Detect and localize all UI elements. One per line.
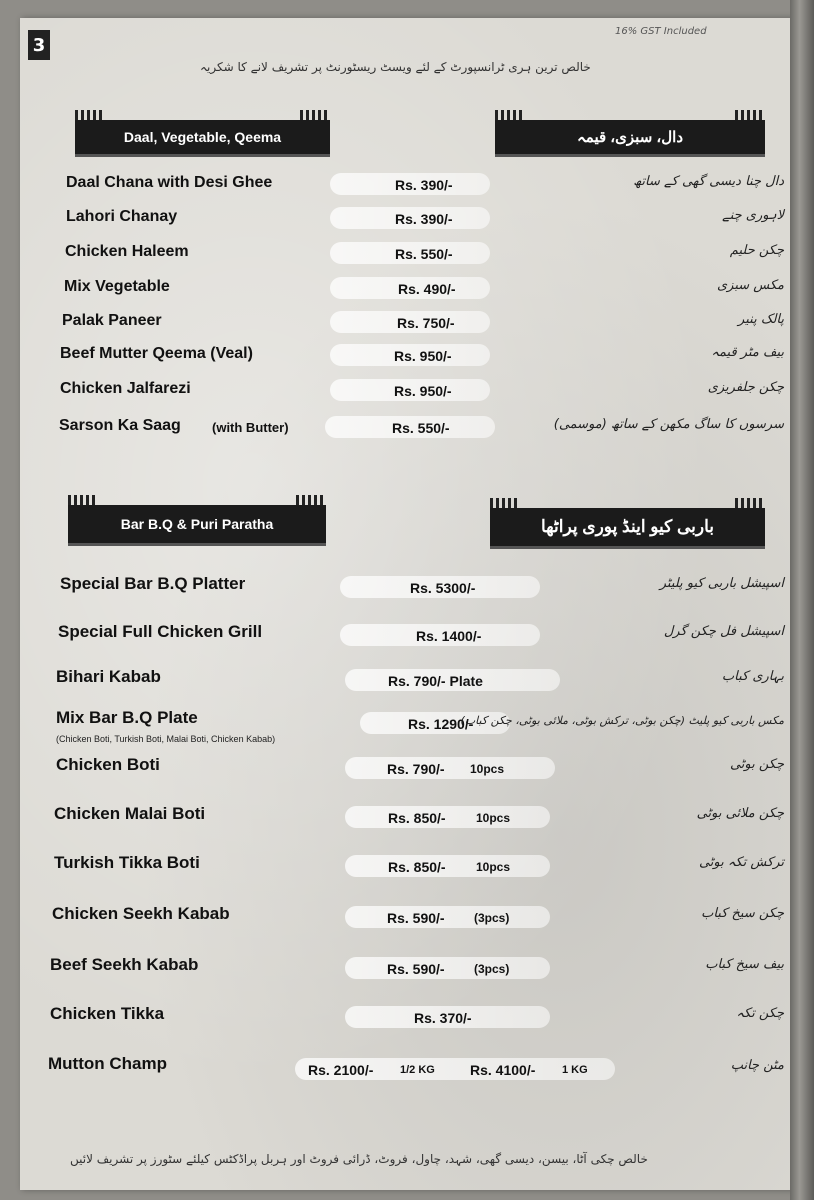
menu-item <box>0 572 814 602</box>
menu-item <box>0 376 814 406</box>
item-name-urdu: چکن جلفریزی <box>707 380 784 395</box>
menu-item <box>0 753 814 783</box>
item-name-urdu: بیف سیخ کباب <box>705 957 784 972</box>
menu-item <box>0 274 814 304</box>
item-qty: (3pcs) <box>474 962 510 976</box>
item-qty-2: 1 KG <box>562 1064 588 1076</box>
item-name-urdu: مکس سبزی <box>716 278 784 293</box>
item-name: Beef Mutter Qeema (Veal) <box>60 345 253 362</box>
item-price: Rs. 5300/- <box>410 580 476 596</box>
item-qty: 10pcs <box>476 811 511 825</box>
item-price: Rs. 550/- <box>395 246 453 262</box>
menu-item <box>0 1052 814 1082</box>
item-name-note: (with Butter) <box>212 420 289 435</box>
item-price: Rs. 1400/- <box>416 628 482 644</box>
menu-item <box>0 1002 814 1032</box>
item-name: Chicken Haleem <box>65 243 189 260</box>
menu-item <box>0 239 814 269</box>
item-name-urdu: اسپیشل باربی کیو پلیٹر <box>659 576 784 591</box>
item-name-urdu: چکن تکہ <box>736 1006 784 1021</box>
menu-item <box>0 204 814 234</box>
menu-item <box>0 341 814 371</box>
item-name: Beef Seekh Kabab <box>50 955 199 974</box>
item-price: Rs. 750/- <box>397 315 455 331</box>
item-name-urdu: مکس باربی کیو پلیٹ (چکن بوٹی، ترکش بوٹی، ملائی بوٹی، چکن کباب) <box>460 714 784 727</box>
price-pill <box>345 906 550 928</box>
item-name-urdu: مٹن چانپ <box>730 1058 784 1073</box>
item-name: Mix Bar B.Q Plate <box>56 708 198 727</box>
price-pill <box>345 757 555 779</box>
item-price: Rs. 390/- <box>395 177 453 193</box>
item-price: Rs. 590/- <box>387 961 445 977</box>
item-name-urdu: سرسوں کا ساگ مکھن کے ساتھ (موسمی) <box>553 417 784 432</box>
urdu-footer-text: خالص چکی آٹا، بیسن، دیسی گھی، شہد، چاول، فروٹ، ڈرائی فروٹ اور ہربل پراڈکٹس کیلئے سٹورز پر تشریف لائیں <box>70 1152 648 1166</box>
item-name: Chicken Boti <box>56 755 160 774</box>
item-price: Rs. 790/- <box>387 761 445 777</box>
item-name-urdu: لاہوری چنے <box>722 208 784 223</box>
menu-item <box>0 953 814 983</box>
menu-item <box>0 902 814 932</box>
section-banner-bbq-en: Bar B.Q & Puri Paratha <box>68 505 326 543</box>
item-price: Rs. 390/- <box>395 211 453 227</box>
item-price: Rs. 950/- <box>394 383 452 399</box>
menu-item <box>0 851 814 881</box>
item-name: Daal Chana with Desi Ghee <box>66 174 273 191</box>
gst-note: 16% GST Included <box>615 26 707 37</box>
item-name: Sarson Ka Saag <box>59 417 181 434</box>
urdu-header-text: خالص ترین ہری ٹرانسپورٹ کے لئے ویسٹ ریسٹورنٹ پر تشریف لانے کا شکریہ <box>200 60 591 74</box>
item-name-urdu: چکن حلیم <box>729 243 784 258</box>
price-pill <box>345 806 550 828</box>
item-name: Turkish Tikka Boti <box>54 853 200 872</box>
item-name-urdu: ترکش تکہ بوٹی <box>698 855 784 870</box>
item-name: Bihari Kabab <box>56 667 161 686</box>
price-pill <box>345 957 550 979</box>
item-name-urdu: پالک پنیر <box>738 312 784 327</box>
menu-item <box>0 308 814 338</box>
item-price: Rs. 590/- <box>387 910 445 926</box>
item-name: Chicken Jalfarezi <box>60 380 191 397</box>
item-name: Special Full Chicken Grill <box>58 622 263 641</box>
item-price: Rs. 550/- <box>392 420 450 436</box>
item-name-urdu: بہاری کباب <box>721 669 784 684</box>
item-name: Mutton Champ <box>48 1054 167 1073</box>
item-price: Rs. 370/- <box>414 1010 472 1026</box>
item-name: Mix Vegetable <box>64 278 170 295</box>
menu-item <box>0 706 814 750</box>
item-price: Rs. 790/- Plate <box>388 673 483 689</box>
section-banner-daal-ur: دال، سبزی، قیمہ <box>495 120 765 154</box>
menu-item <box>0 170 814 200</box>
item-price: Rs. 850/- <box>388 810 446 826</box>
item-qty: 10pcs <box>476 860 511 874</box>
item-price: Rs. 850/- <box>388 859 446 875</box>
item-name: Chicken Tikka <box>50 1004 165 1023</box>
page-number: 3 <box>28 30 50 60</box>
item-price: Rs. 950/- <box>394 348 452 364</box>
item-name-urdu: چکن سیخ کباب <box>701 906 784 921</box>
item-name-urdu: چکن ملائی بوٹی <box>696 806 784 821</box>
item-name: Palak Paneer <box>62 312 162 329</box>
price-pill <box>345 855 550 877</box>
menu-item <box>0 802 814 832</box>
item-qty: (3pcs) <box>474 911 510 925</box>
item-name: Chicken Malai Boti <box>54 804 206 823</box>
item-qty: 10pcs <box>470 762 505 776</box>
item-price: Rs. 2100/- <box>308 1062 374 1078</box>
item-qty: 1/2 KG <box>400 1064 435 1076</box>
item-name: Special Bar B.Q Platter <box>60 574 246 593</box>
item-name-urdu: اسپیشل فل چکن گرل <box>663 624 784 639</box>
menu-item <box>0 665 814 695</box>
item-name-urdu: بیف مٹر قیمہ <box>711 345 784 360</box>
item-price-2: Rs. 4100/- <box>470 1062 536 1078</box>
item-name-urdu: چکن بوٹی <box>729 757 784 772</box>
item-price: Rs. 1290/- <box>408 716 474 732</box>
item-name: Lahori Chanay <box>66 208 178 225</box>
item-price: Rs. 490/- <box>398 281 456 297</box>
menu-item <box>0 620 814 650</box>
section-banner-daal-en: Daal, Vegetable, Qeema <box>75 120 330 154</box>
menu-item <box>0 413 814 443</box>
item-description: (Chicken Boti, Turkish Boti, Malai Boti, Chicken Kabab) <box>56 734 276 744</box>
section-banner-bbq-ur: باربی کیو اینڈ پوری پراٹھا <box>490 508 765 546</box>
item-name: Chicken Seekh Kabab <box>52 904 230 923</box>
item-name-urdu: دال چنا دیسی گھی کے ساتھ <box>633 174 784 189</box>
